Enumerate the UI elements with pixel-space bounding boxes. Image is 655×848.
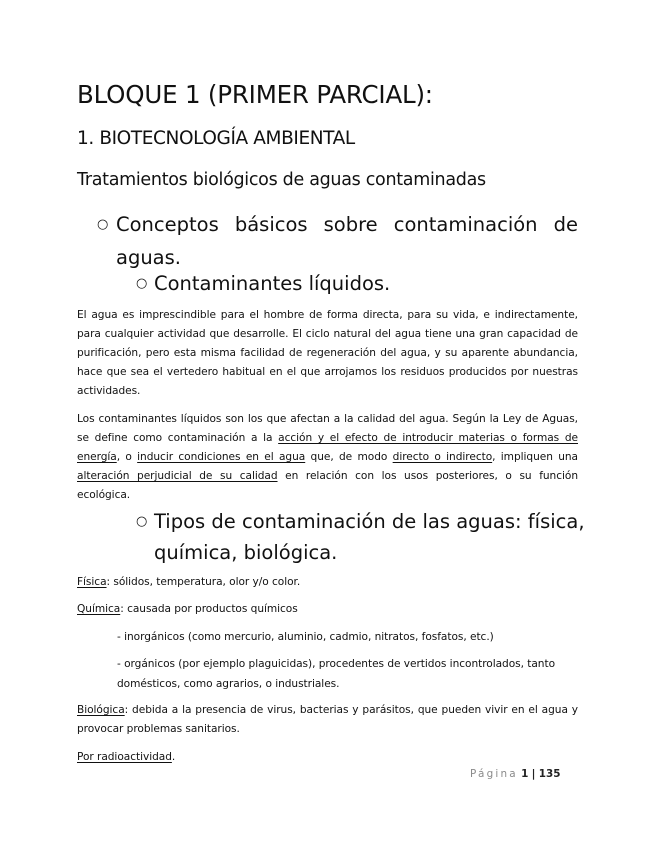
definition-text: en relación con los usos posteriores, o su función ecológica. — [77, 470, 578, 501]
bullet-concepts — [97, 208, 578, 274]
bullet-concepts-text: Conceptos básicos sobre contaminación de aguas. — [116, 213, 578, 269]
page-footer — [470, 768, 560, 780]
definition-underlined-text: inducir condiciones en el agua — [137, 451, 306, 463]
type-quimica-label: Química — [77, 603, 121, 615]
definition-underlined-text: alteración perjudicial de su calidad — [77, 470, 278, 482]
subsection-title: Tratamientos biológicos de aguas contaminadas — [77, 170, 486, 190]
block-title: BLOQUE 1 (PRIMER PARCIAL): — [77, 80, 433, 109]
type-biologica-label: Biológica — [77, 704, 125, 716]
type-radioactividad-text: . — [171, 751, 176, 763]
definition-text: , o — [116, 451, 138, 463]
bullet-liquid-contaminants — [136, 268, 390, 299]
type-fisica-label: Física — [77, 576, 107, 588]
type-quimica-organicos: - orgánicos (por ejemplo plaguicidas), procedentes de vertidos incontrolados, tanto domésticos, como agrarios, o industriales. — [117, 658, 556, 690]
definition-underlined-text: directo o indirecto — [392, 451, 493, 463]
bullet-circle-icon: ○ — [136, 514, 148, 529]
bullet-circle-icon: ○ — [136, 276, 148, 291]
bullet-contamination-types-line1: Tipos de contaminación de las aguas: física, — [154, 510, 585, 533]
type-quimica-text: : causada por productos químicos — [120, 603, 298, 615]
bullet-contamination-types — [136, 506, 585, 568]
type-biologica-text: : debida a la presencia de virus, bacterias y parásitos, que pueden vivir en el agua y provocar problemas sanitarios. — [77, 704, 578, 735]
definition-text: , impliquen una — [492, 451, 578, 463]
page-separator: | — [531, 768, 536, 780]
definition-text: Los contaminantes líquidos son los que afectan a la calidad del agua. Según la Ley de Aguas, se define como contaminación a la — [77, 413, 578, 444]
page-total: 135 — [538, 768, 561, 780]
type-fisica-text: : sólidos, temperatura, olor y/o color. — [106, 576, 301, 588]
bullet-liquid-contaminants-text: Contaminantes líquidos. — [154, 272, 391, 295]
page-word: Página — [470, 768, 518, 780]
bullet-circle-icon: ○ — [97, 217, 109, 232]
type-quimica-inorganicos: - inorgánicos (como mercurio, aluminio, cadmio, nitratos, fosfatos, etc.) — [117, 631, 494, 643]
type-radioactividad — [77, 748, 175, 767]
type-quimica — [77, 600, 298, 619]
definition-underlined-text: acción y el efecto de introducir materias o formas de energía — [77, 432, 578, 463]
bullet-contamination-types-line2: química, biológica. — [154, 541, 338, 564]
section-title: 1. BIOTECNOLOGÍA AMBIENTAL — [77, 128, 355, 149]
type-fisica — [77, 573, 300, 592]
definition-paragraph — [77, 410, 578, 505]
definition-text: que, de modo — [305, 451, 393, 463]
page-number: 1 — [521, 768, 529, 780]
intro-paragraph: El agua es imprescindible para el hombre de forma directa, para su vida, e indirectamente, para cualquier actividad que desarrolle. El ciclo natural del agua tiene una gran capacidad de purificación, pero esta misma facilidad de regeneración del agua, y su aparente abundancia, hace que sea el vertedero habitual en el que arrojamos los residuos producidos por nuestras actividades. — [77, 309, 578, 397]
type-radioactividad-label: Por radioactividad — [77, 751, 172, 763]
type-biologica — [77, 701, 578, 739]
